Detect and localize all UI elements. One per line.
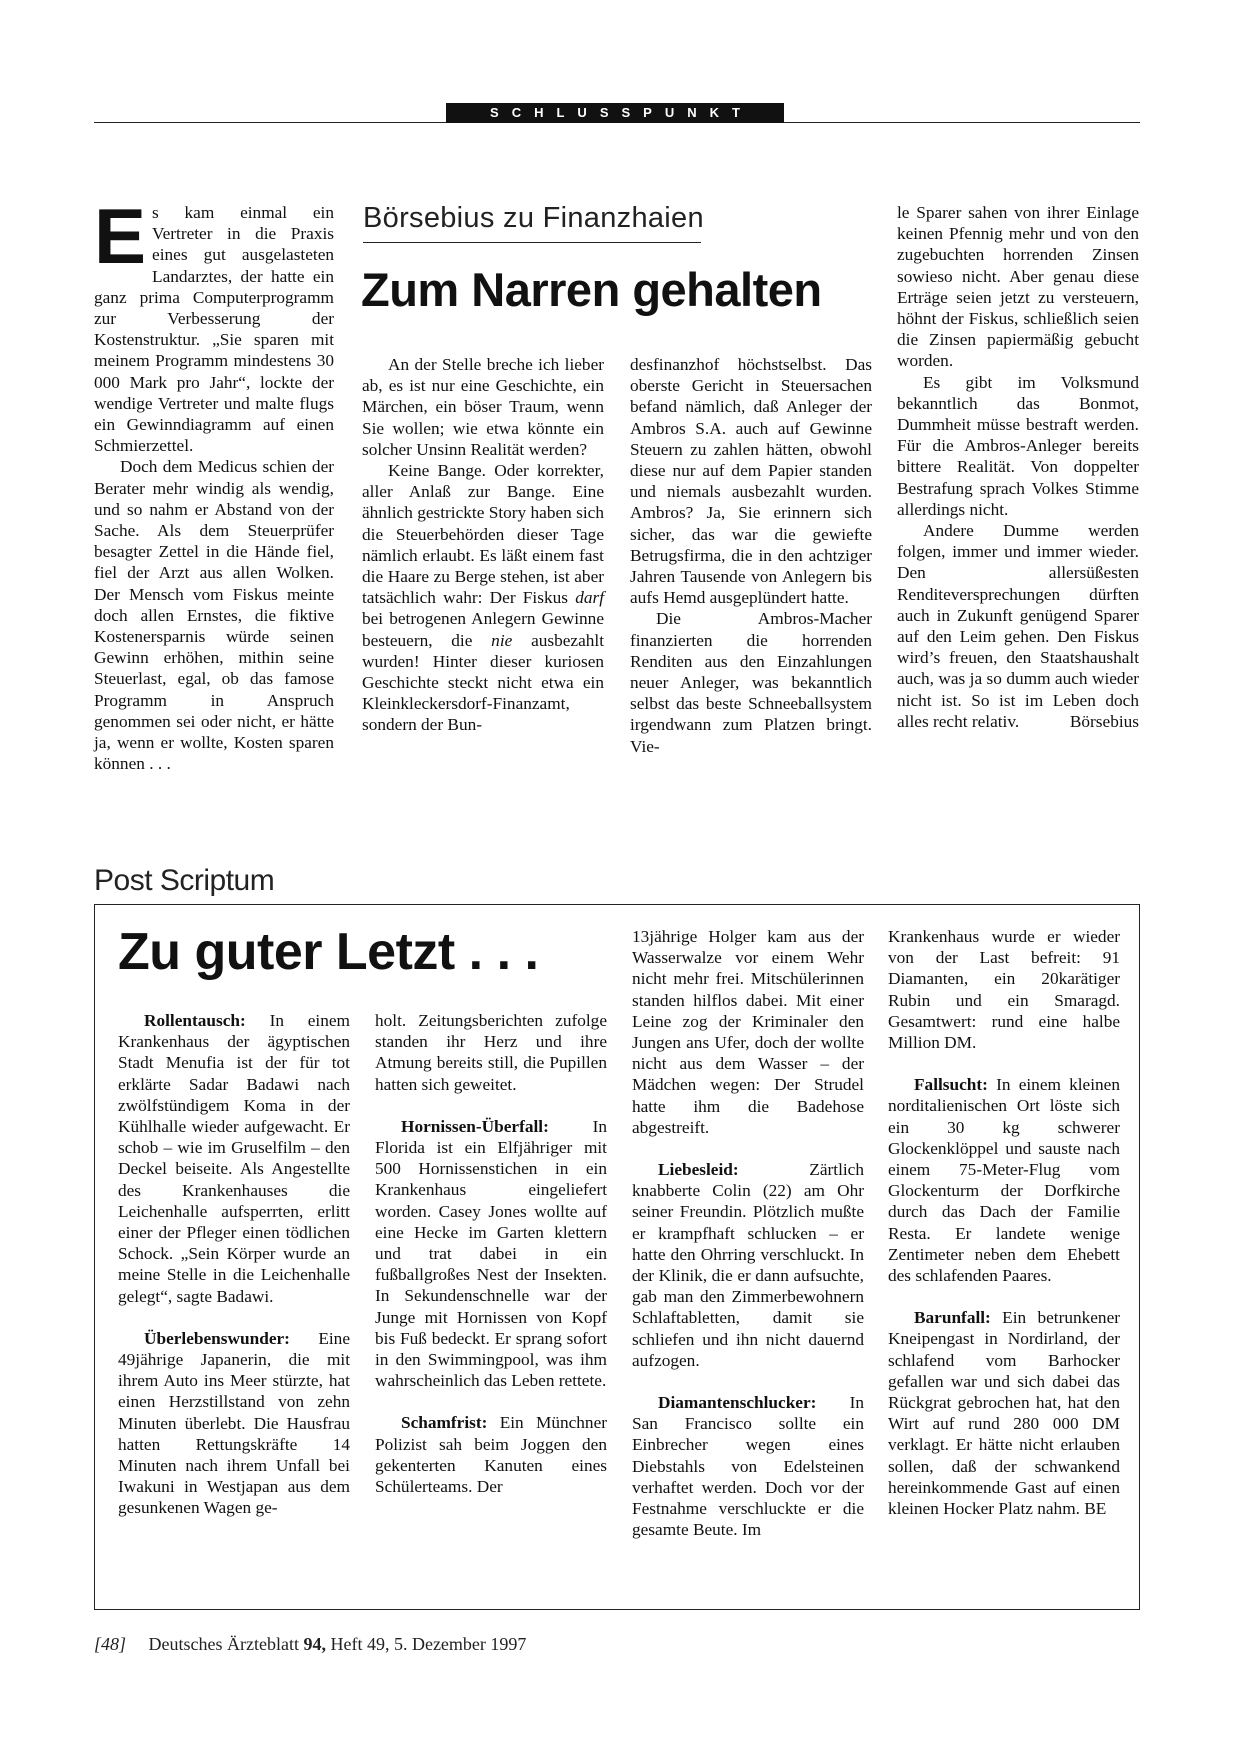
paragraph: Es gibt im Volksmund bekanntlich das Bonmot, Dummheit müsse bestraft werden. Für die Ambros-Anleger bereits bittere Realität. Von doppelter Bestrafung sprach Volkes Stimme allerdings nicht. — [897, 372, 1139, 519]
news-item — [632, 926, 864, 1138]
text-run: Andere Dumme werden folgen, immer und immer wieder. Den allersüßesten Renditeversprechungen dürften auch in Zukunft genügend Sparer auf den Leim gehen. Den Fiskus wird’s freuen, den Staatshaushalt auch, was ja so dumm auch wieder nicht ist. So ist im Leben doch alles recht relativ. — [897, 521, 1139, 731]
item-keyword: Barunfall: — [914, 1308, 991, 1328]
postscript-column-4 — [888, 926, 1120, 1540]
news-item — [375, 1412, 607, 1497]
postscript-headline: Zu guter Letzt . . . — [118, 923, 539, 981]
paragraph: s kam einmal ein Vertreter in die Praxis eines gut ausgelasteten Landarztes, der hatte ein ganz prima Computerprogramm zur Verbesserung der Kostenstruktur. „Sie sparen mit meinem Programm mindestens 30 000 Mark pro Jahr“, lockte der wendige Vertreter und malte flugs ein Gewinndiagramm auf einen Schmierzettel. — [94, 203, 334, 456]
item-text: holt. Zeitungsberichten zufolge standen ihr Herz und ihre Atmung bereits still, die Pupillen hatten sich geweitet. — [375, 1011, 607, 1094]
item-text: 13jährige Holger kam aus der Wasserwalze vor einem Wehr nicht mehr frei. Mitschülerinnen standen hilflos dabei. Mit einer Leine zog der Kriminaler den Jungen ans Ufer, doch der wollte nicht aus dem Wasser – der Mädchen wegen: Der Strudel hatte ihm die Badehose abgestreift. — [632, 927, 864, 1137]
news-item — [632, 1392, 864, 1540]
news-item — [632, 1159, 864, 1371]
news-item — [888, 1307, 1120, 1519]
news-item — [118, 1328, 350, 1519]
item-keyword: Hornissen-Überfall: — [401, 1116, 549, 1136]
item-keyword: Rollentausch: — [144, 1011, 246, 1030]
item-text: In San Francisco sollte ein Einbrecher wegen eines Diebstahls von Edelsteinen verhaftet werden. Doch vor der Festnahme verschluckte er die gesamte Beute. Im — [632, 1393, 864, 1540]
postscript-title: Post Scriptum — [94, 864, 275, 897]
paragraph: Doch dem Medicus schien der Berater mehr windig als wendig, und so nahm er Abstand von der Sache. Als dem Steuerprüfer besagter Zettel in die Hände fiel, fiel der Arzt aus allen Wolken. Der Mensch vom Fiskus meinte doch allen Ernstes, die fiktive Kostenersparnis würde seinen Gewinn erhöhen, mithin seine Steuerlast, egal, ob das famose Programm in Anspruch genommen sei oder nicht, er hätte ja, wenn er wollte, Kosten sparen können . . . — [94, 457, 334, 774]
item-keyword: Fallsucht: — [914, 1075, 988, 1095]
postscript-column-2 — [375, 1010, 607, 1518]
news-item — [118, 1010, 350, 1307]
article-column-3 — [630, 354, 872, 757]
journal-name: Deutsches Ärzteblatt — [148, 1634, 299, 1654]
paragraph — [897, 520, 1139, 732]
drop-cap: E — [94, 192, 147, 280]
item-keyword: Liebesleid: — [658, 1160, 739, 1180]
section-banner: SCHLUSSPUNKT — [446, 103, 784, 123]
article-headline: Zum Narren gehalten — [361, 263, 822, 316]
news-item — [375, 1116, 607, 1392]
paragraph: le Sparer sahen von ihrer Einlage keinen Pfennig mehr und von den zugebuchten horrenden Zinsen sowieso nicht. Aber genau diese Erträge seien jetzt zu versteuern, höhnt der Fiskus, schließlich seien die Zinsen papiermäßig gebucht worden. — [897, 203, 1139, 371]
item-keyword: Schamfrist: — [401, 1413, 488, 1433]
text-run: Keine Bange. Oder korrekter, aller Anlaß zur Bange. Eine ähnlich gestrickte Story haben sich die Steuerbehörden dieser Tage nämlich erlaubt. Es läßt einem fast die Haare zu Berge stehen, ist aber tatsächlich wahr: Der Fiskus — [362, 461, 604, 608]
item-keyword: Überlebenswunder: — [144, 1328, 290, 1348]
item-text: In einem kleinen norditalienischen Ort löste sich ein 30 kg schwerer Glockenklöppel und sauste nach einem 75-Meter-Flug vom Glockenturm der Dorfkirche durch das Dach der Familie Resta. Er landete wenige Zentimeter neben dem Ehebett des schlafenden Paares. — [888, 1075, 1120, 1286]
postscript-column-1 — [118, 1010, 350, 1540]
emphasis: nie — [491, 630, 513, 650]
emphasis: darf — [575, 588, 605, 608]
item-text: Ein betrunkener Kneipengast in Nordirland, der schlafend vom Barhocker gefallen war und sich dabei das Rückgrat gebrochen hat, hat den Wirt auf rund 280 000 DM verklagt. Er hätte nicht erlauben sollen, daß der schwankend hereinkommende Gast auf einen kleinen Hocker Platz nahm. BE — [888, 1308, 1120, 1519]
article-column-1 — [94, 192, 334, 774]
postscript-column-3 — [632, 926, 864, 1561]
item-text: Ein Münchner Polizist sah beim Joggen den gekenterten Kanuten eines Schülerteams. Der — [375, 1413, 607, 1497]
item-text: Krankenhaus wurde er wieder von der Last befreit: 91 Diamanten, ein 20karätiger Rubin und ein Smaragd. Gesamtwert: rund eine halbe Million DM. — [888, 927, 1120, 1053]
page-footer — [94, 1634, 526, 1655]
news-item — [888, 1074, 1120, 1286]
journal-volume: 94, — [303, 1634, 326, 1654]
paragraph: desfinanzhof höchstselbst. Das oberste Gericht in Steuersachen befand nämlich, daß Anleger der Ambros S.A. auch auf Gewinne Steuern zu zahlen hätten, obwohl diese nur auf dem Papier standen und niemals ausbezahlt wurden. Ambros? Ja, Sie erinnern sich sicher, das war die gewiefte Betrugsfirma, die in den achtziger Jahren Tausende von Anlegern bis aufs Hemd ausgeplündert hatte. — [630, 355, 872, 608]
paragraph — [362, 460, 604, 736]
item-text: Eine 49jährige Japanerin, die mit ihrem Auto ins Meer stürzte, hat einen Herzstillstand von zehn Minuten überlebt. Die Hausfrau hatten Rettungskräfte 14 Minuten nach ihrem Unfall bei Iwakuni in Westjapan aus dem gesunkenen Wagen ge- — [118, 1328, 350, 1518]
news-item — [888, 926, 1120, 1053]
article-rubric: Börsebius zu Finanzhaien — [363, 202, 704, 234]
item-text: Zärtlich knabberte Colin (22) am Ohr seiner Freundin. Plötzlich mußte er krampfhaft schlucken – er hatte den Ohrring verschluckt. In der Klinik, die er dann aufsuchte, gab man den Zimmerbewohnern Schlaftabletten, damit sie schliefen und ihn nicht dauernd aufzogen. — [632, 1160, 864, 1370]
article-column-4 — [897, 202, 1139, 732]
paragraph: Die Ambros-Macher finanzierten die horrenden Renditen aus den Einzahlungen neuer Anleger, was bekanntlich selbst das beste Schneeballsystem irgendwann zum Platzen bringt. Vie- — [630, 609, 872, 756]
item-text: In einem Krankenhaus der ägyptischen Stadt Menufia ist der für tot erklärte Sadar Badawi nach zwölfstündigem Koma in der Kühlhalle wieder aufgewacht. Er schob – wie im Gruselfilm – den Deckel beiseite. Als Angestellte des Krankenhauses die Leichenhalle aufsperrten, erlitt einer der Pfleger einen tödlichen Schock. „Sein Körper wurde an meine Stelle in die Leichenhalle gelegt“, sagte Badawi. — [118, 1011, 350, 1306]
page-number: [48] — [94, 1634, 127, 1654]
paragraph: An der Stelle breche ich lieber ab, es ist nur eine Geschichte, ein Märchen, ein böser Traum, wenn Sie wollen; wie etwa könnte ein solcher Unsinn Realität werden? — [362, 355, 604, 459]
text-run: ausbezahlt wurden! Hinter dieser kuriosen Geschichte steckt nicht etwa ein Kleinkleckersdorf-Finanzamt, sondern der Bun- — [362, 630, 604, 735]
article-column-2 — [362, 354, 604, 736]
item-text: In Florida ist ein Elfjähriger mit 500 Hornissenstichen in ein Krankenhaus eingeliefert worden. Casey Jones wollte auf eine Hecke im Garten klettern und trat dabei in ein fußballgroßes Nest der Insekten. In Sekundenschnelle war der Junge mit Hornissen von Kopf bis Fuß bedeckt. Er sprang sofort in den Swimmingpool, was ihm wahrscheinlich das Leben rettete. — [375, 1116, 607, 1391]
text-run: bei betrogenen Anlegern Gewinne besteuern, die — [362, 609, 604, 650]
item-keyword: Diamantenschlucker: — [658, 1393, 817, 1413]
author-signature: Börsebius — [1069, 711, 1139, 731]
rubric-rule — [363, 242, 701, 243]
journal-issue: Heft 49, 5. Dezember 1997 — [330, 1634, 527, 1654]
news-item — [375, 1010, 607, 1095]
